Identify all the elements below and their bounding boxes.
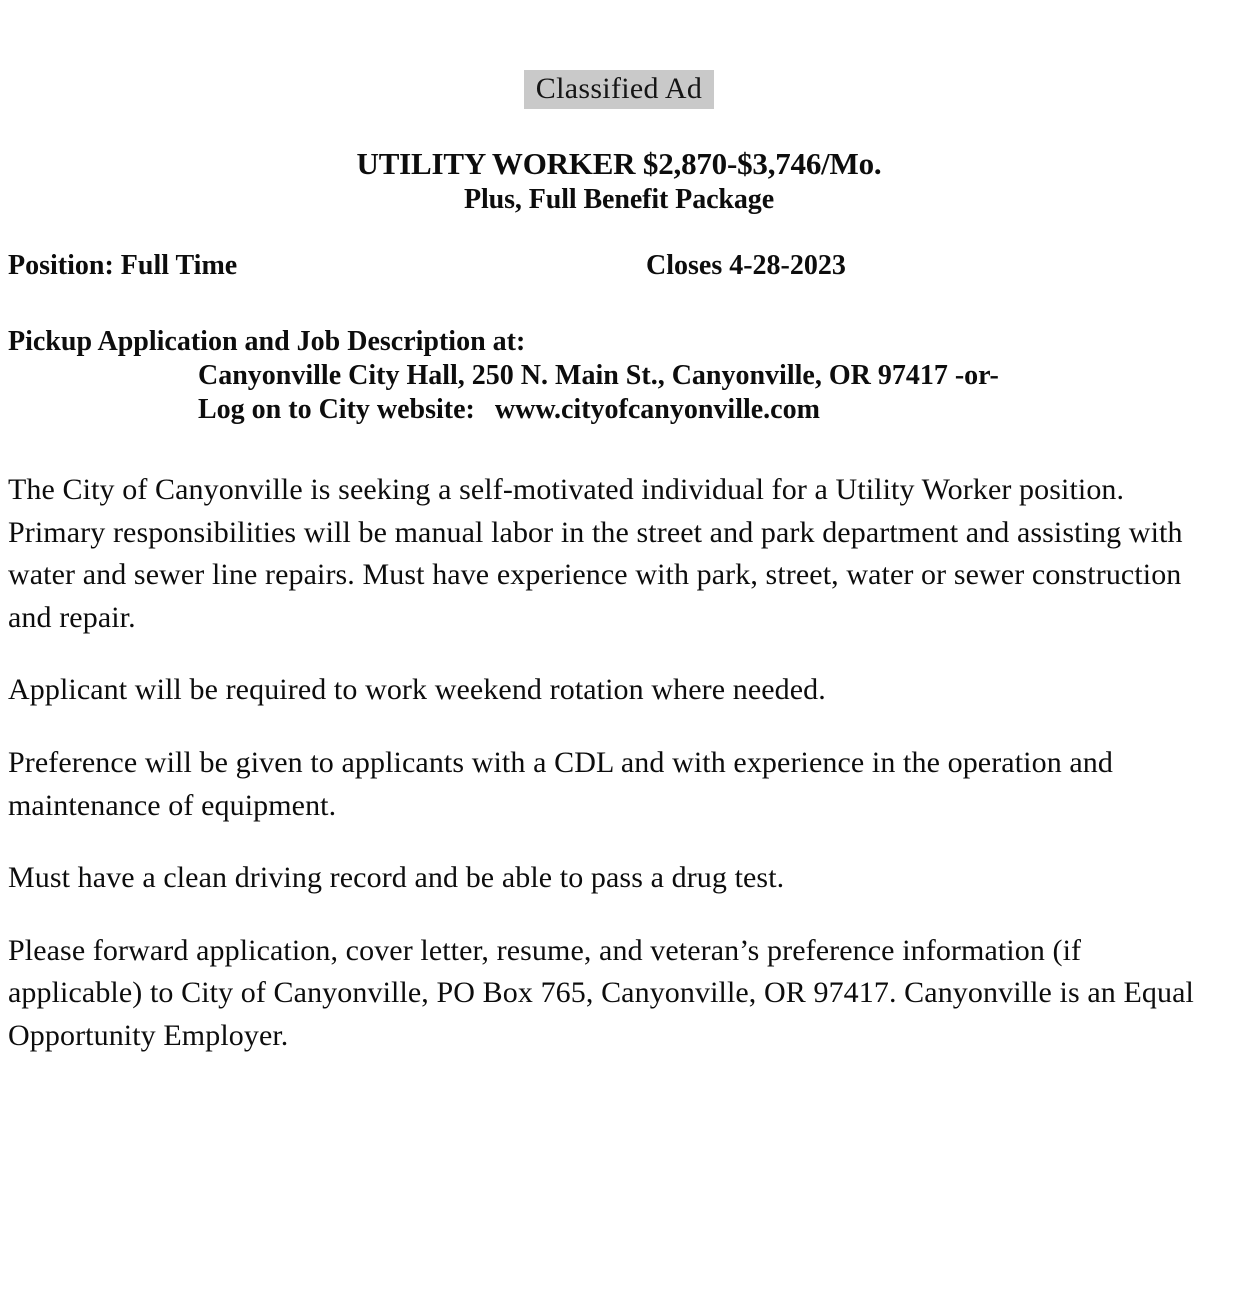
benefits-line: Plus, Full Benefit Package	[463, 183, 775, 215]
paragraph-overview: The City of Canyonville is seeking a self-motivated individual for a Utility Worker position. Primary responsibilities will be manual labor in the street and park department and assisting with water and sewer line repairs. Must have experience with park, street, water or sewer construction and repair.	[8, 473, 1183, 634]
job-description-body	[6, 469, 1203, 1058]
page-title: Classified Ad	[524, 70, 714, 109]
document-title-row	[6, 70, 1232, 109]
position-type: Position: Full Time	[8, 249, 238, 281]
website-row	[6, 393, 1232, 427]
position-row	[6, 249, 1232, 283]
classified-ad-page	[0, 70, 1238, 1310]
city-website-link[interactable]: www.cityofcanyonville.com	[494, 393, 820, 425]
website-label: Log on to City website:	[198, 393, 475, 425]
pickup-heading: Pickup Application and Job Description at:	[8, 325, 526, 357]
application-pickup-info	[6, 325, 1232, 427]
paragraph-submission-instructions: Please forward application, cover letter, resume, and veteran’s preference information (if applicable) to City of Canyonville, PO Box 765, Canyonville, OR 97417. Canyonville is an Equal Opportunity Employer.	[8, 933, 1194, 1052]
position-details	[6, 249, 1232, 283]
job-headline	[6, 145, 1232, 217]
paragraph-driving-record: Must have a clean driving record and be able to pass a drug test.	[8, 861, 785, 895]
paragraph-weekend-rotation: Applicant will be required to work weekend rotation where needed.	[8, 673, 826, 707]
city-hall-address: Canyonville City Hall, 250 N. Main St., Canyonville, OR 97417 -or-	[198, 359, 999, 391]
closing-date: Closes 4-28-2023	[646, 249, 846, 281]
paragraph-cdl-preference: Preference will be given to applicants with a CDL and with experience in the operation and maintenance of equipment.	[8, 746, 1114, 822]
job-title-and-salary: UTILITY WORKER $2,870-$3,746/Mo.	[356, 146, 882, 181]
